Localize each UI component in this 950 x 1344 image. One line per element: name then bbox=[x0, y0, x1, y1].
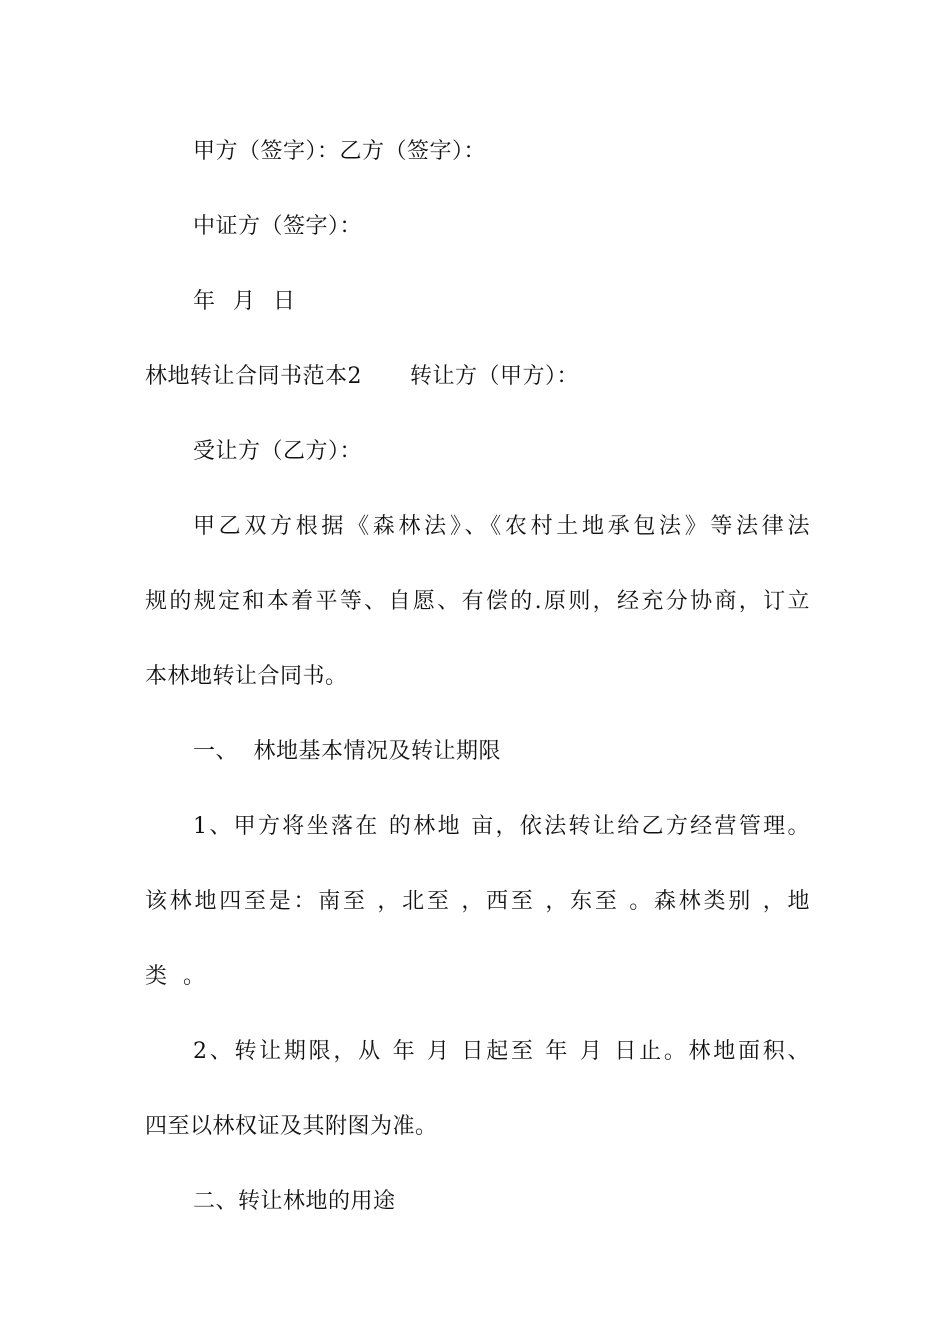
paragraph-line: 甲乙双方根据《森林法》、《农村土地承包法》等法律法 bbox=[193, 514, 810, 539]
date-text: 年 月 日 bbox=[193, 289, 296, 314]
date-line bbox=[193, 286, 810, 318]
clause-1-line: 1、甲方将坐落在 的林地 亩，依法转让给乙方经营管理。 bbox=[193, 814, 810, 839]
section-title-line bbox=[145, 361, 810, 393]
clause-2-line: 四至以林权证及其附图为准。 bbox=[145, 1114, 438, 1139]
paragraph-line: 本林地转让合同书。 bbox=[145, 664, 348, 689]
clause-2-line: 2、转让期限，从 年 月 日起至 年 月 日止。林地面积、 bbox=[193, 1039, 810, 1064]
transferee-label: 受让方（乙方）： bbox=[193, 439, 363, 464]
section-heading-1: 一、 林地基本情况及转让期限 bbox=[193, 739, 501, 764]
section-heading-2: 二、转让林地的用途 bbox=[193, 1189, 396, 1214]
clause-1-line: 类 。 bbox=[145, 964, 206, 989]
contract-title: 林地转让合同书范本2 bbox=[145, 364, 362, 389]
signature-line-parties: 甲方（签字）：乙方（签字）： bbox=[193, 139, 487, 164]
paragraph-line: 规的规定和本着平等、自愿、有偿的.原则，经充分协商，订立 bbox=[145, 589, 810, 614]
clause-1-line: 该林地四至是：南至 ，北至 ，西至 ，东至 。森林类别 ，地 bbox=[145, 889, 810, 914]
signature-line-witness: 中证方（签字）： bbox=[193, 214, 363, 239]
transferor-label: 转让方（甲方）： bbox=[410, 364, 580, 389]
